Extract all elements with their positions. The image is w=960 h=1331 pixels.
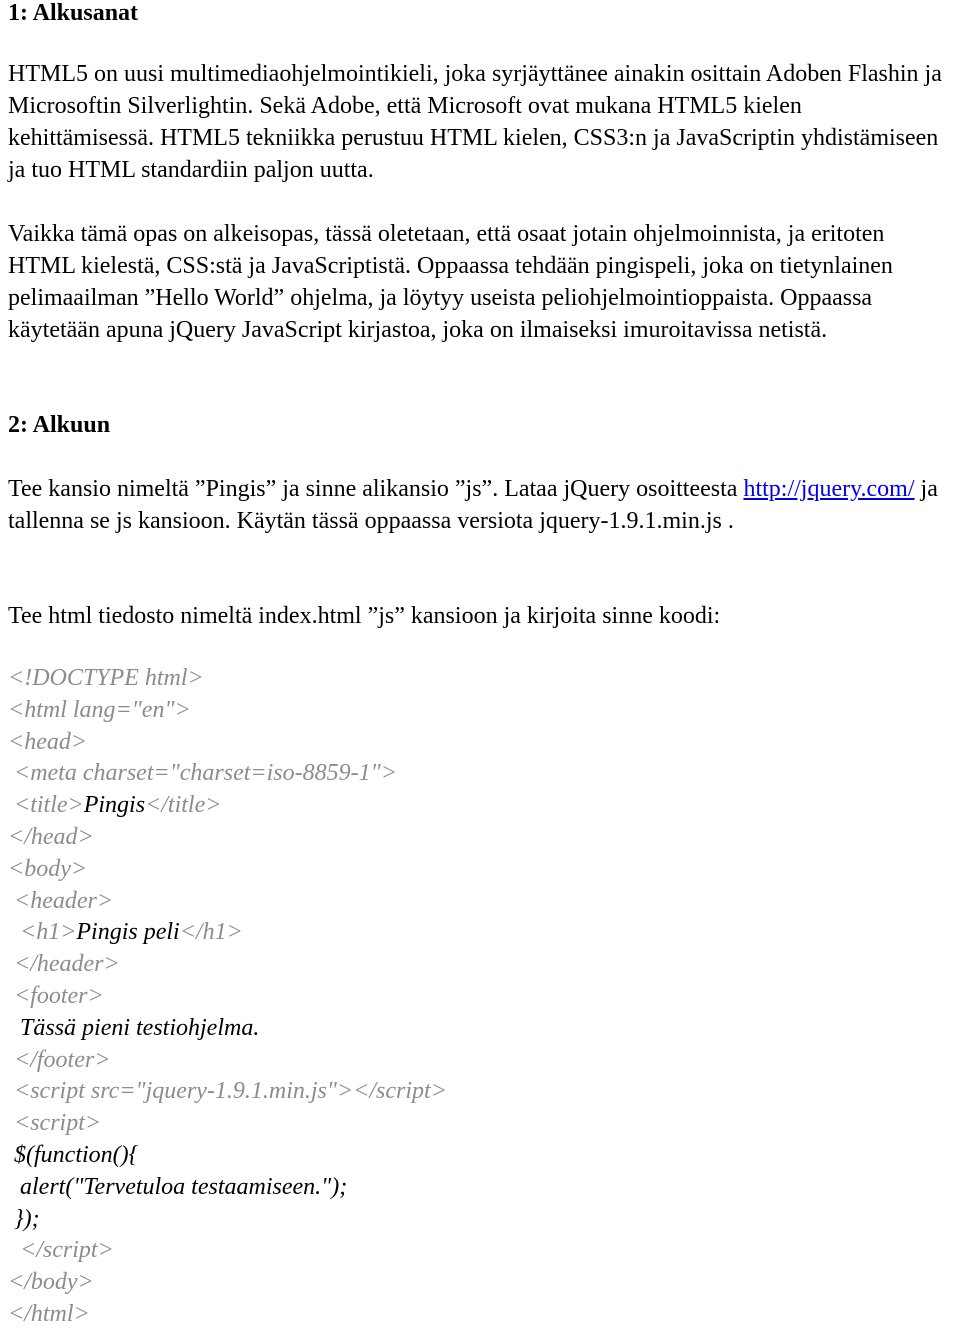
setup-text-after-link: ja tallenna se js kansioon. Käytän tässä oppaassa versiota jquery-1.9.1.min.js . (8, 476, 938, 534)
code-line (8, 1013, 447, 1045)
code-tag: </title> (145, 792, 222, 819)
code-text: Tässä pieni testiohjelma. (8, 1014, 260, 1041)
code-line (8, 1299, 447, 1331)
code-tag: </body> (8, 1269, 94, 1296)
section-heading-alkusanat: 1: Alkusanat (8, 0, 139, 26)
code-line (8, 727, 447, 759)
code-line (8, 822, 447, 854)
code-line (8, 1140, 447, 1172)
code-text: Pingis peli (76, 919, 180, 946)
code-line (8, 917, 447, 949)
code-line (8, 1076, 447, 1108)
code-line (8, 663, 447, 695)
code-line (8, 1235, 447, 1267)
code-tag: <script> (8, 1110, 102, 1137)
code-tag: </html> (8, 1300, 90, 1327)
code-tag: </script> (8, 1237, 114, 1264)
code-line (8, 1267, 447, 1299)
section-heading-alkuun: 2: Alkuun (8, 412, 111, 438)
code-line (8, 1045, 447, 1077)
assumptions-paragraph: Vaikka tämä opas on alkeisopas, tässä oletetaan, että osaat jotain ohjelmoinnista, ja eritoten HTML kielestä, CSS:stä ja JavaScriptistä. Oppaassa tehdään pingispeli, joka on tietynlainen pelimaailman ”Hello World” ohjelma, ja löytyy useista peliohjelmointioppaista. Oppaassa käytetään apuna jQuery JavaScript kirjastoa, joka on ilmaiseksi imuroitavissa netistä. (8, 221, 893, 343)
code-tag: <meta charset="charset=iso-8859-1"> (8, 760, 397, 787)
setup-text-before-link: Tee kansio nimeltä ”Pingis” ja sinne alikansio ”js”. Lataa jQuery osoitteesta (8, 476, 744, 502)
code-line (8, 854, 447, 886)
code-listing (8, 663, 447, 1331)
code-text: $(function(){ (8, 1141, 139, 1168)
code-line (8, 981, 447, 1013)
code-line (8, 1172, 447, 1204)
code-tag: <!DOCTYPE html> (8, 665, 204, 691)
code-tag: </h1> (179, 919, 243, 946)
code-line (8, 1204, 447, 1236)
code-line (8, 886, 447, 918)
code-line (8, 790, 447, 822)
code-tag: <title> (8, 792, 84, 819)
code-line (8, 758, 447, 790)
code-text: }); (8, 1205, 40, 1232)
setup-paragraph (8, 473, 952, 537)
code-tag: <head> (8, 728, 88, 755)
create-file-paragraph: Tee html tiedosto nimeltä index.html ”js” kansioon ja kirjoita sinne koodi: (8, 603, 721, 629)
code-line (8, 695, 447, 727)
intro-paragraph: HTML5 on uusi multimediaohjelmointikieli, joka syrjäyttänee ainakin osittain Adoben Flashin ja Microsoftin Silverlightin. Sekä Adobe, että Microsoft ovat mukana HTML5 kielen kehittämisessä. HTML5 tekniikka perustuu HTML kielen, CSS3:n ja JavaScriptin yhdistämiseen ja tuo HTML standardiin paljon uutta. (8, 61, 942, 183)
jquery-link[interactable]: http://jquery.com/ (743, 476, 915, 502)
code-tag: <footer> (8, 982, 104, 1009)
code-tag: <body> (8, 855, 88, 882)
code-tag: </header> (8, 951, 120, 978)
code-tag: <header> (8, 887, 114, 914)
code-text: alert("Tervetuloa testaamiseen."); (8, 1173, 348, 1200)
code-line (8, 949, 447, 981)
code-tag: </head> (8, 823, 94, 850)
code-tag: </footer> (8, 1046, 111, 1073)
code-tag: <html lang="en"> (8, 696, 191, 723)
code-text: Pingis (83, 792, 146, 819)
code-tag: <script src="jquery-1.9.1.min.js"></script> (8, 1078, 447, 1105)
code-line (8, 1108, 447, 1140)
code-tag: <h1> (8, 919, 77, 946)
